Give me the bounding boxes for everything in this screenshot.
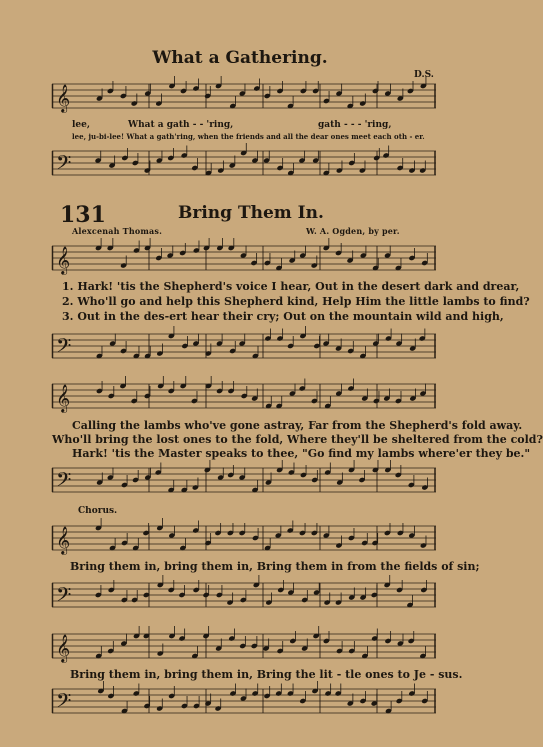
- previous-hymn-title: What a Gathering.: [152, 48, 328, 68]
- music-system-top-bass: [52, 145, 436, 181]
- svg-text:𝄞: 𝄞: [56, 384, 71, 412]
- author-credit: Alexcenah Thomas.: [72, 226, 163, 236]
- verse3-line1: 3. Out in the des-ert hear their cry; Out on the mountain wild and high,: [62, 310, 504, 323]
- verse2-line1: 2. Who'll go and help this Shepherd kind, Help Him the little lambs to find?: [62, 295, 530, 308]
- verse2-line2: Who'll bring the lost ones to the fold, Where they'll be sheltered from the cold?: [52, 433, 543, 446]
- prev-lyric-1: lee,: [72, 120, 91, 130]
- svg-text:𝄢: 𝄢: [56, 583, 72, 611]
- staff-lines: [52, 577, 436, 613]
- staff-lines: [52, 520, 436, 556]
- hymn-number: 131: [60, 202, 106, 228]
- music-system-2-treble: [52, 378, 436, 414]
- music-system-3-bass: [52, 577, 436, 613]
- staff-lines: [52, 240, 436, 276]
- music-system-3-treble: [52, 520, 436, 556]
- svg-text:𝄞: 𝄞: [56, 526, 71, 554]
- music-system-1-treble: [52, 240, 436, 276]
- music-system-2-bass: [52, 462, 436, 498]
- staff-lines: [52, 378, 436, 414]
- prev-lyric-2: What a gath - - 'ring,: [128, 120, 234, 130]
- staff-lines: [52, 683, 436, 719]
- staff-lines: [52, 328, 436, 364]
- ds-mark: D.S.: [414, 70, 434, 80]
- chorus-line1: Bring them in, bring them in, Bring them in from the fields of sin;: [70, 560, 480, 573]
- music-system-4-bass: [52, 683, 436, 719]
- chorus-line2: Bring them in, bring them in, Bring the lit - tle ones to Je - sus.: [70, 668, 463, 681]
- svg-text:𝄞: 𝄞: [56, 246, 71, 274]
- music-system-top-treble: [52, 78, 436, 114]
- svg-text:𝄞: 𝄞: [56, 84, 71, 112]
- prev-lyric-lower: lee, ju-bi-lee! What a gath'ring, when the friends and all the dear ones meet each oth - er.: [72, 132, 425, 141]
- svg-text:𝄢: 𝄢: [56, 151, 72, 179]
- staff-lines: [52, 145, 436, 181]
- svg-text:𝄞: 𝄞: [56, 634, 71, 662]
- hymn-title: Bring Them In.: [178, 203, 324, 223]
- verse1-line1: 1. Hark! 'tis the Shepherd's voice I hear, Out in the desert dark and drear,: [62, 280, 520, 293]
- svg-text:𝄢: 𝄢: [56, 689, 72, 717]
- prev-lyric-3: gath - - - 'ring,: [318, 120, 392, 130]
- staff-lines: [52, 628, 436, 664]
- svg-text:𝄢: 𝄢: [56, 334, 72, 362]
- music-system-4-treble: [52, 628, 436, 664]
- svg-text:𝄢: 𝄢: [56, 468, 72, 496]
- composer-credit: W. A. Ogden, by per.: [306, 226, 400, 236]
- verse1-line2: Calling the lambs who've gone astray, Far from the Shepherd's fold away.: [72, 419, 523, 432]
- staff-lines: [52, 462, 436, 498]
- verse3-line2: Hark! 'tis the Master speaks to thee, "Go find my lambs where'er they be.": [72, 447, 531, 460]
- chorus-label: Chorus.: [78, 506, 118, 516]
- music-system-1-bass: [52, 328, 436, 364]
- staff-lines: [52, 78, 436, 114]
